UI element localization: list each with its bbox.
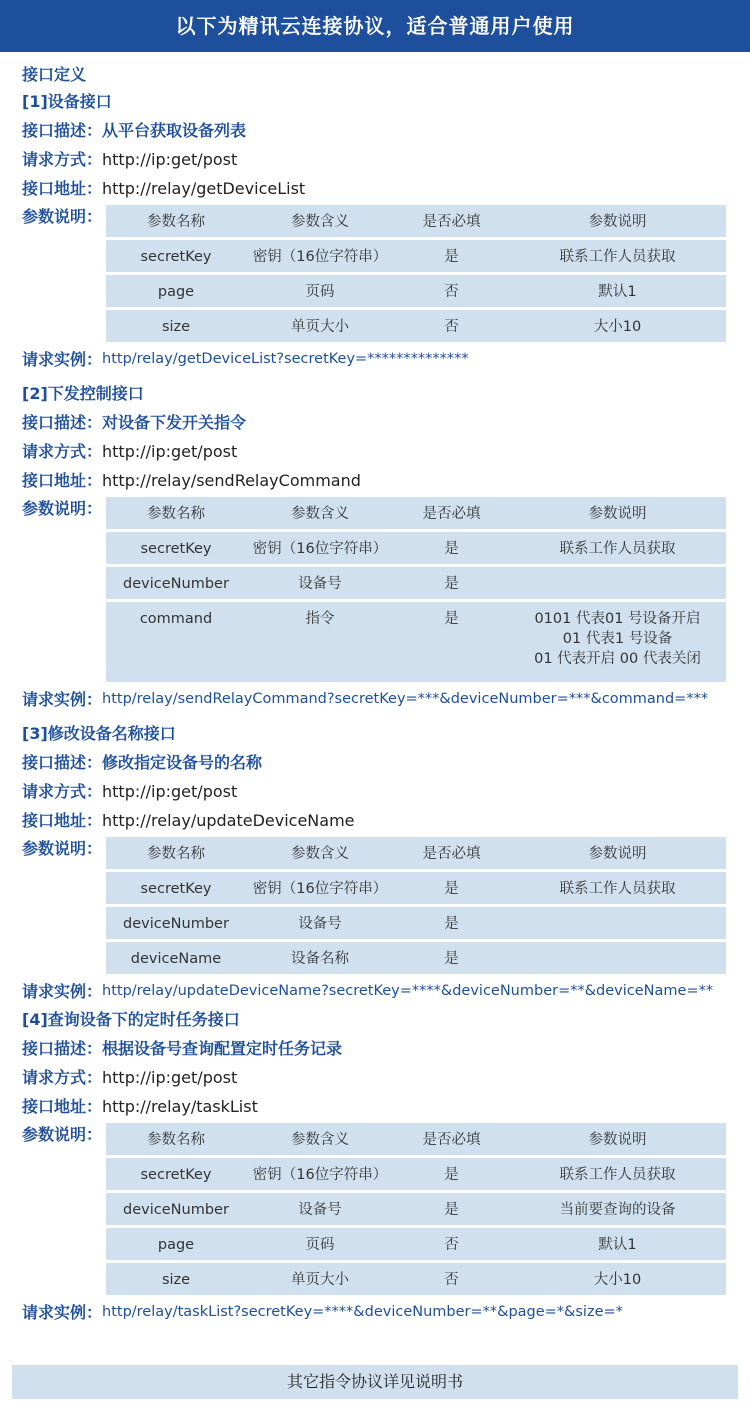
table-cell: 单页大小	[246, 1263, 394, 1295]
table-cell: secretKey	[106, 532, 246, 564]
method-value: http://ip:get/post	[102, 782, 238, 801]
table-cell: 设备号	[246, 1193, 394, 1225]
desc-label: 接口描述：	[22, 1039, 103, 1058]
example-row	[22, 1298, 738, 1327]
table-cell: 联系工作人员获取	[509, 240, 726, 272]
header-cell: 参数含义	[246, 497, 394, 529]
desc-value: 从平台获取设备列表	[102, 121, 247, 140]
header-cell: 参数说明	[509, 497, 726, 529]
header-cell: 参数名称	[106, 205, 246, 237]
header-cell: 参数含义	[246, 205, 394, 237]
method-label: 请求方式：	[22, 1068, 103, 1087]
address-value: http://relay/getDeviceList	[102, 179, 306, 198]
table-row	[106, 1158, 726, 1190]
table-row	[106, 1193, 726, 1225]
table-cell: 页码	[246, 1228, 394, 1260]
table-cell: 联系工作人员获取	[509, 1158, 726, 1190]
table-cell: deviceNumber	[106, 567, 246, 599]
address-row	[22, 806, 738, 835]
table-cell: page	[106, 275, 246, 307]
method-row	[22, 145, 738, 174]
params-table	[106, 834, 726, 977]
header-cell: 参数说明	[509, 205, 726, 237]
table-cell: 默认1	[509, 1228, 726, 1260]
table-cell: secretKey	[106, 872, 246, 904]
table-header-row	[106, 205, 726, 237]
method-row	[22, 1063, 738, 1092]
table-header-row	[106, 497, 726, 529]
table-cell: 单页大小	[246, 310, 394, 342]
table-row	[106, 240, 726, 272]
table-cell: deviceNumber	[106, 1193, 246, 1225]
table-cell: 联系工作人员获取	[509, 872, 726, 904]
table-cell: 指令	[246, 602, 394, 682]
table-cell: command	[106, 602, 246, 682]
header-cell: 参数含义	[246, 837, 394, 869]
table-cell: deviceName	[106, 942, 246, 974]
address-label: 接口地址：	[22, 1097, 103, 1116]
table-cell: 是	[394, 602, 509, 682]
table-cell: 是	[394, 1158, 509, 1190]
example-url[interactable]: http/relay/updateDeviceName?secretKey=****&deviceNumber=**&deviceName=**	[102, 983, 714, 999]
desc-row	[22, 116, 738, 145]
table-cell	[509, 907, 726, 939]
command-note: 01 代表1 号设备	[562, 631, 673, 647]
example-url[interactable]: http/relay/sendRelayCommand?secretKey=***&deviceNumber=***&command=***	[102, 691, 709, 707]
table-cell: 设备号	[246, 567, 394, 599]
table-cell: 设备名称	[246, 942, 394, 974]
header-cell: 参数说明	[509, 837, 726, 869]
method-label: 请求方式：	[22, 442, 103, 461]
table-cell: 是	[394, 240, 509, 272]
table-cell: 大小10	[509, 310, 726, 342]
table-row	[106, 907, 726, 939]
table-cell: 是	[394, 567, 509, 599]
address-row	[22, 1092, 738, 1121]
params-block	[22, 1123, 738, 1298]
command-notes-cell	[509, 602, 726, 682]
command-note: 0101 代表01 号设备开启	[534, 611, 701, 627]
header-cell: 参数说明	[509, 1123, 726, 1155]
table-cell: size	[106, 310, 246, 342]
params-block	[22, 837, 738, 977]
table-cell: 是	[394, 907, 509, 939]
table-cell: 密钥（16位字符串）	[246, 240, 394, 272]
method-row	[22, 437, 738, 466]
table-cell: 默认1	[509, 275, 726, 307]
table-cell: 密钥（16位字符串）	[246, 872, 394, 904]
table-header-row	[106, 1123, 726, 1155]
method-row	[22, 777, 738, 806]
section-title: [4]查询设备下的定时任务接口	[22, 1010, 240, 1029]
section-title: [2]下发控制接口	[22, 384, 144, 403]
desc-label: 接口描述：	[22, 753, 103, 772]
table-row	[106, 532, 726, 564]
section-task-list	[22, 1006, 738, 1327]
example-label: 请求实例：	[22, 1303, 103, 1322]
table-cell	[509, 942, 726, 974]
example-row	[22, 977, 738, 1006]
command-note: 01 代表开启 00 代表关闭	[534, 651, 701, 667]
address-value: http://relay/updateDeviceName	[102, 811, 355, 830]
table-cell: 否	[394, 310, 509, 342]
params-table	[106, 494, 726, 685]
method-label: 请求方式：	[22, 782, 103, 801]
interface-definition-heading: 接口定义	[22, 65, 87, 84]
table-cell: 密钥（16位字符串）	[246, 532, 394, 564]
footer-note: 其它指令协议详见说明书	[12, 1365, 738, 1399]
params-label: 参数说明：	[22, 1125, 103, 1144]
method-value: http://ip:get/post	[102, 1068, 238, 1087]
table-cell: 大小10	[509, 1263, 726, 1295]
header-cell: 参数名称	[106, 837, 246, 869]
table-cell: size	[106, 1263, 246, 1295]
table-cell: 是	[394, 942, 509, 974]
table-row	[106, 942, 726, 974]
table-row	[106, 872, 726, 904]
params-block	[22, 497, 738, 685]
table-cell: secretKey	[106, 240, 246, 272]
table-row	[106, 1228, 726, 1260]
header-cell: 是否必填	[394, 497, 509, 529]
desc-value: 对设备下发开关指令	[102, 413, 247, 432]
desc-value: 修改指定设备号的名称	[102, 753, 263, 772]
address-label: 接口地址：	[22, 811, 103, 830]
table-cell: 是	[394, 532, 509, 564]
section-update-device-name	[22, 720, 738, 1006]
desc-row	[22, 1034, 738, 1063]
address-value: http://relay/taskList	[102, 1097, 258, 1116]
table-cell: 否	[394, 1228, 509, 1260]
example-url[interactable]: http/relay/taskList?secretKey=****&deviceNumber=**&page=*&size=*	[102, 1304, 623, 1320]
header-cell: 是否必填	[394, 205, 509, 237]
table-cell: 当前要查询的设备	[509, 1193, 726, 1225]
section-send-command	[22, 380, 738, 714]
params-block	[22, 205, 738, 345]
table-row	[106, 310, 726, 342]
address-label: 接口地址：	[22, 179, 103, 198]
example-url[interactable]: http/relay/getDeviceList?secretKey=**************	[102, 351, 469, 367]
desc-row	[22, 748, 738, 777]
example-row	[22, 345, 738, 374]
table-cell: 联系工作人员获取	[509, 532, 726, 564]
table-row	[106, 275, 726, 307]
example-label: 请求实例：	[22, 982, 103, 1001]
header-cell: 是否必填	[394, 1123, 509, 1155]
table-cell: 设备号	[246, 907, 394, 939]
table-cell: 密钥（16位字符串）	[246, 1158, 394, 1190]
table-cell	[509, 567, 726, 599]
example-row	[22, 685, 738, 714]
section-title: [3]修改设备名称接口	[22, 724, 176, 743]
table-cell: deviceNumber	[106, 907, 246, 939]
table-cell: 是	[394, 1193, 509, 1225]
desc-row	[22, 408, 738, 437]
section-device-list	[22, 88, 738, 374]
params-label: 参数说明：	[22, 839, 103, 858]
desc-label: 接口描述：	[22, 413, 103, 432]
table-cell: secretKey	[106, 1158, 246, 1190]
table-cell: 否	[394, 1263, 509, 1295]
header-cell: 参数含义	[246, 1123, 394, 1155]
params-table	[106, 1120, 726, 1298]
main-content	[22, 62, 738, 1327]
params-label: 参数说明：	[22, 207, 103, 226]
header-cell: 参数名称	[106, 1123, 246, 1155]
example-label: 请求实例：	[22, 690, 103, 709]
table-cell: 页码	[246, 275, 394, 307]
method-value: http://ip:get/post	[102, 150, 238, 169]
desc-value: 根据设备号查询配置定时任务记录	[102, 1039, 343, 1058]
table-row	[106, 602, 726, 682]
example-label: 请求实例：	[22, 350, 103, 369]
table-cell: 是	[394, 872, 509, 904]
address-row	[22, 174, 738, 203]
table-row	[106, 567, 726, 599]
header-cell: 是否必填	[394, 837, 509, 869]
table-cell: page	[106, 1228, 246, 1260]
method-value: http://ip:get/post	[102, 442, 238, 461]
section-title: [1]设备接口	[22, 92, 112, 111]
header-cell: 参数名称	[106, 497, 246, 529]
page-banner: 以下为精讯云连接协议，适合普通用户使用	[0, 0, 750, 52]
table-row	[106, 1263, 726, 1295]
table-header-row	[106, 837, 726, 869]
method-label: 请求方式：	[22, 150, 103, 169]
desc-label: 接口描述：	[22, 121, 103, 140]
address-value: http://relay/sendRelayCommand	[102, 471, 361, 490]
table-cell: 否	[394, 275, 509, 307]
params-table	[106, 202, 726, 345]
params-label: 参数说明：	[22, 499, 103, 518]
address-label: 接口地址：	[22, 471, 103, 490]
address-row	[22, 466, 738, 495]
